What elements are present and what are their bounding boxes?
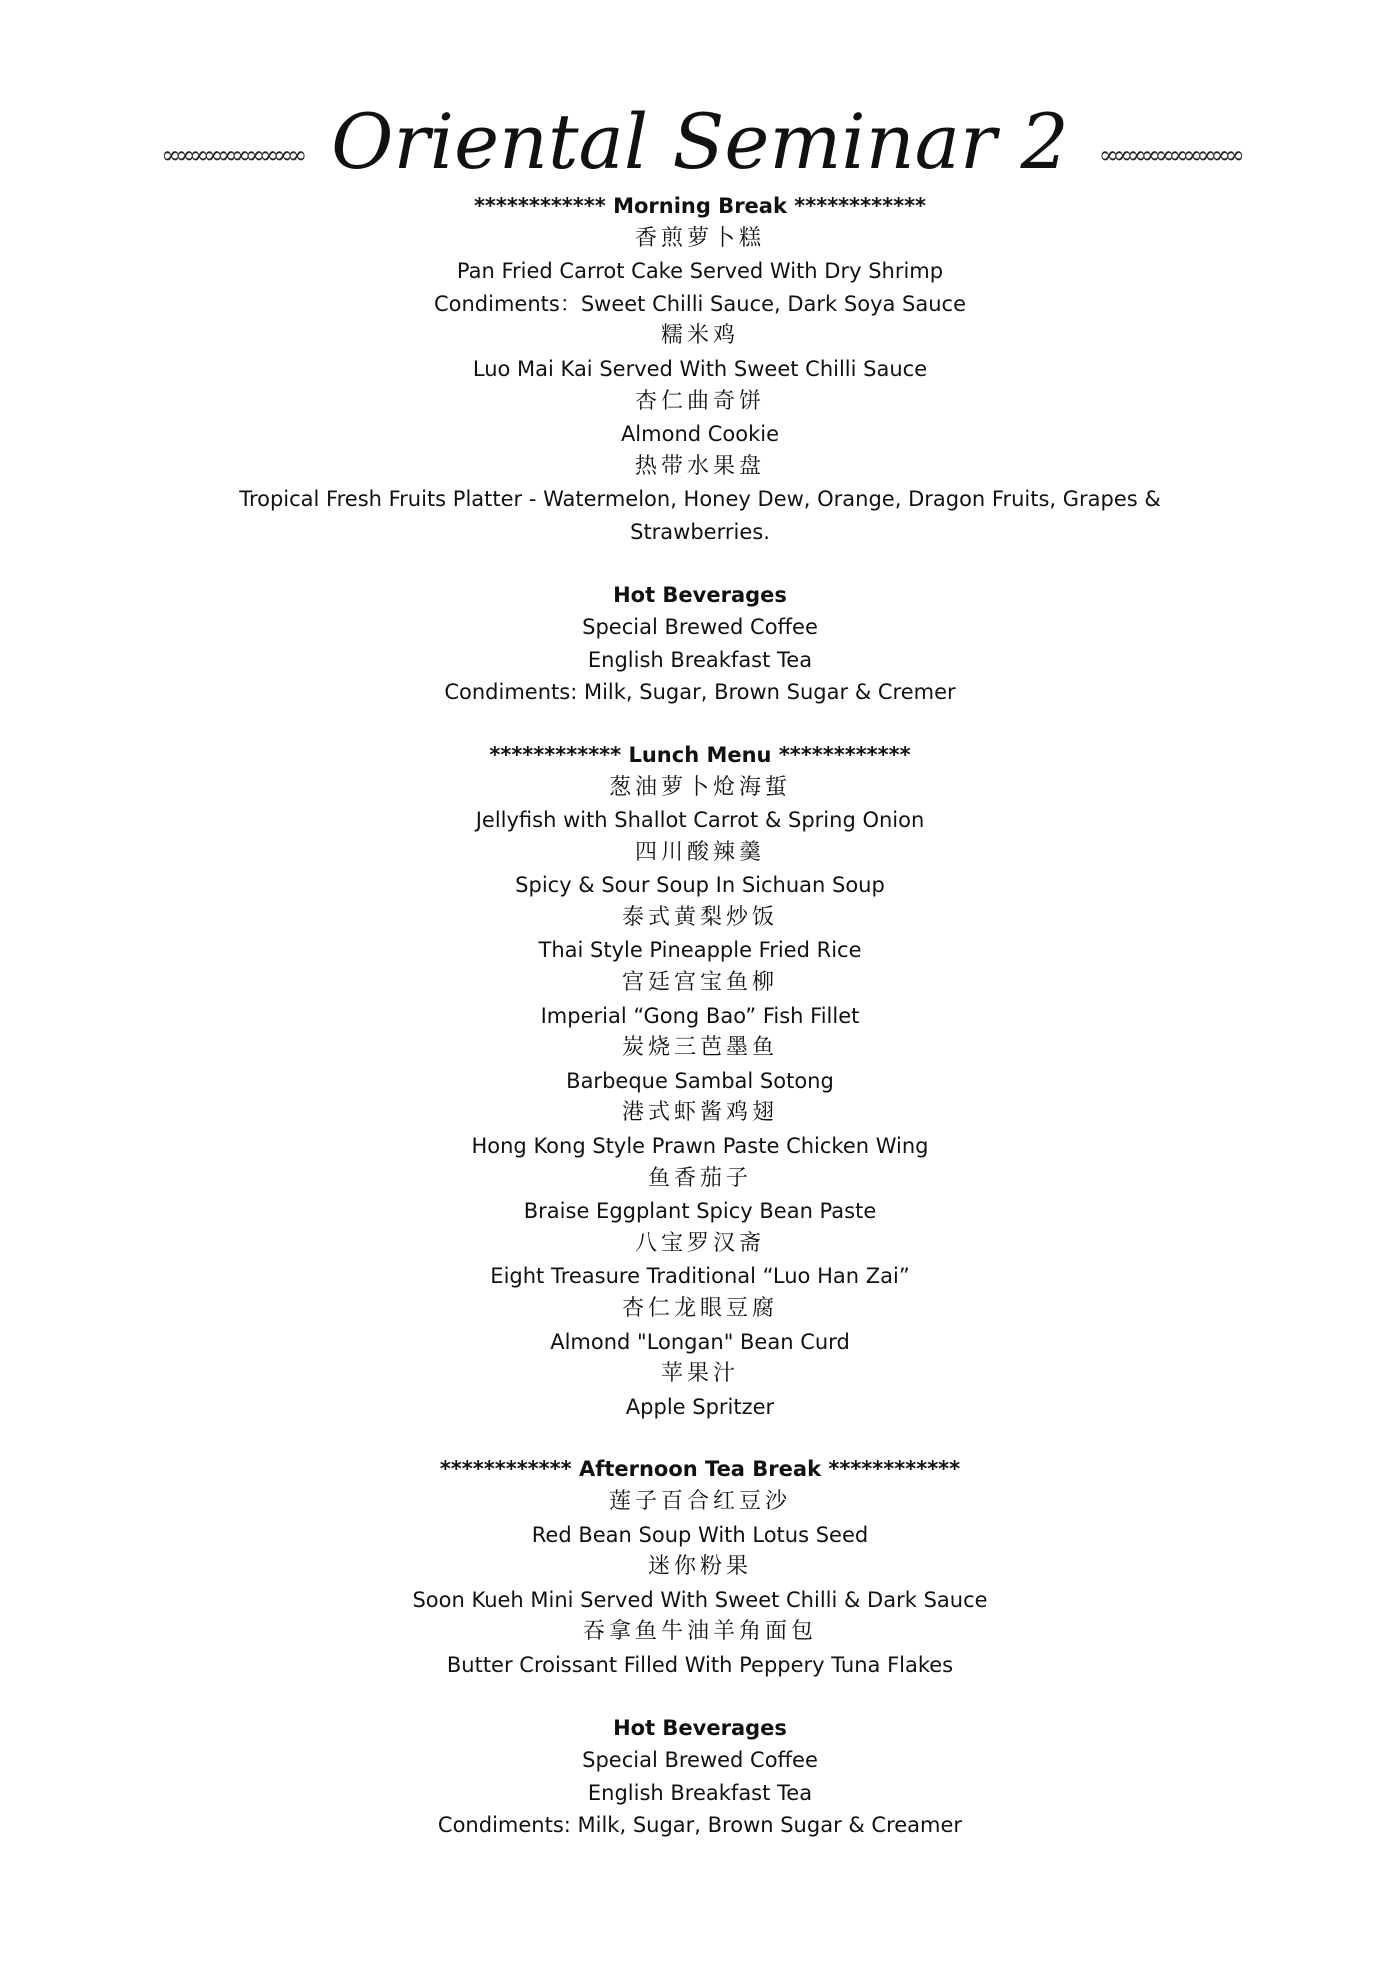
dish-chinese-name: 港式虾酱鸡翅 [621,1100,778,1126]
lunch-menu-heading: Lunch Menu [628,742,772,767]
dish-chinese-name: 吞拿鱼牛油羊角面包 [582,1619,817,1645]
beverage-tea: English Breakfast Tea [587,647,813,672]
spacer [230,1682,1170,1712]
spacer [230,549,1170,579]
beverages-heading: Hot Beverages [613,582,787,607]
section-heading [230,739,1170,772]
dish-english-name: Braise Eggplant Spicy Bean Paste [523,1199,877,1224]
dish-english-name: Imperial “Gong Bao” Fish Fillet [540,1003,860,1028]
afternoon-tea-heading: Afternoon Tea Break [578,1457,822,1482]
dish-chinese-name: 迷你粉果 [647,1554,752,1580]
dish-english-name: Hong Kong Style Prawn Paste Chicken Wing [471,1134,929,1159]
heading-stars-right: ************ [828,1457,961,1482]
right-flourish: ∞∞∞∞∞∞∞∞∞∞ [1098,141,1239,169]
dish-chinese-name: 杏仁曲奇饼 [634,388,765,414]
dish-chinese-name: 香煎萝卜糕 [634,225,765,251]
afternoon-tea-section [230,1453,1170,1842]
dish-chinese-name: 莲子百合红豆沙 [608,1488,791,1514]
beverage-tea: English Breakfast Tea [587,1780,813,1805]
left-flourish: ∞∞∞∞∞∞∞∞∞∞ [161,141,302,169]
dish-condiments: Condiments：Sweet Chilli Sauce, Dark Soya Sauce [433,291,967,316]
dish-english-name: Jellyfish with Shallot Carrot & Spring Onion [475,808,925,833]
dish-chinese-name: 热带水果盘 [634,453,765,479]
dish-english-name: Apple Spritzer [625,1394,775,1419]
title-row [0,96,1400,186]
dish-english-name: Butter Croissant Filled With Peppery Tuna Flakes [446,1652,954,1677]
dish-chinese-name: 炭烧三芭墨鱼 [621,1035,778,1061]
section-heading [230,1453,1170,1486]
dish-chinese-name: 四川酸辣羹 [634,839,765,865]
lunch-menu-section [230,739,1170,1423]
dish-english-name: Luo Mai Kai Served With Sweet Chilli Sauce [472,356,928,381]
dish-english-name: Soon Kueh Mini Served With Sweet Chilli & Dark Sauce [412,1587,988,1612]
heading-stars-left: ************ [473,194,606,218]
dish-english-name: Thai Style Pineapple Fried Rice [538,938,862,963]
menu-content [230,190,1170,1842]
heading-stars-right: ************ [778,742,911,767]
page-title: Oriental Seminar 2 [331,96,1069,186]
dish-chinese-name: 宫廷宫宝鱼柳 [621,970,778,996]
beverage-condiments: Condiments: Milk, Sugar, Brown Sugar & Cremer [444,680,956,705]
dish-chinese-name: 鱼香茄子 [647,1165,752,1191]
heading-stars-left: ************ [439,1457,572,1482]
spacer [230,709,1170,739]
dish-english-name: Pan Fried Carrot Cake Served With Dry Shrimp [456,259,944,284]
dish-english-name: Almond Cookie [620,422,780,447]
dish-chinese-name: 苹果汁 [660,1361,739,1387]
beverage-coffee: Special Brewed Coffee [582,1748,818,1773]
dish-chinese-name: 葱油萝卜炝海蜇 [608,774,791,800]
dish-english-name: Red Bean Soup With Lotus Seed [531,1522,869,1547]
morning-break-section [230,190,1170,709]
dish-english-name: Tropical Fresh Fruits Platter - Watermelon, Honey Dew, Orange, Dragon Fruits, Grapes & Strawberries. [239,487,1161,544]
dish-chinese-name: 八宝罗汉斋 [634,1230,765,1256]
dish-english-name: Almond "Longan" Bean Curd [550,1329,850,1354]
heading-stars-right: ************ [794,194,927,218]
dish-chinese-name: 杏仁龙眼豆腐 [621,1296,778,1321]
beverage-condiments: Condiments: Milk, Sugar, Brown Sugar & Creamer [437,1813,963,1838]
dish-english-name: Barbeque Sambal Sotong [566,1068,834,1093]
heading-stars-left: ************ [489,742,622,767]
beverages-heading: Hot Beverages [613,1715,787,1740]
dish-chinese-name: 泰式黄梨炒饭 [621,904,778,930]
dish-english-name: Spicy & Sour Soup In Sichuan Soup [515,873,885,898]
dish-chinese-name: 糯米鸡 [660,323,739,349]
section-heading [230,190,1170,223]
morning-break-heading: Morning Break [613,194,787,218]
dish-english-name: Eight Treasure Traditional “Luo Han Zai” [490,1264,910,1289]
beverage-coffee: Special Brewed Coffee [582,615,818,640]
spacer [230,1423,1170,1453]
